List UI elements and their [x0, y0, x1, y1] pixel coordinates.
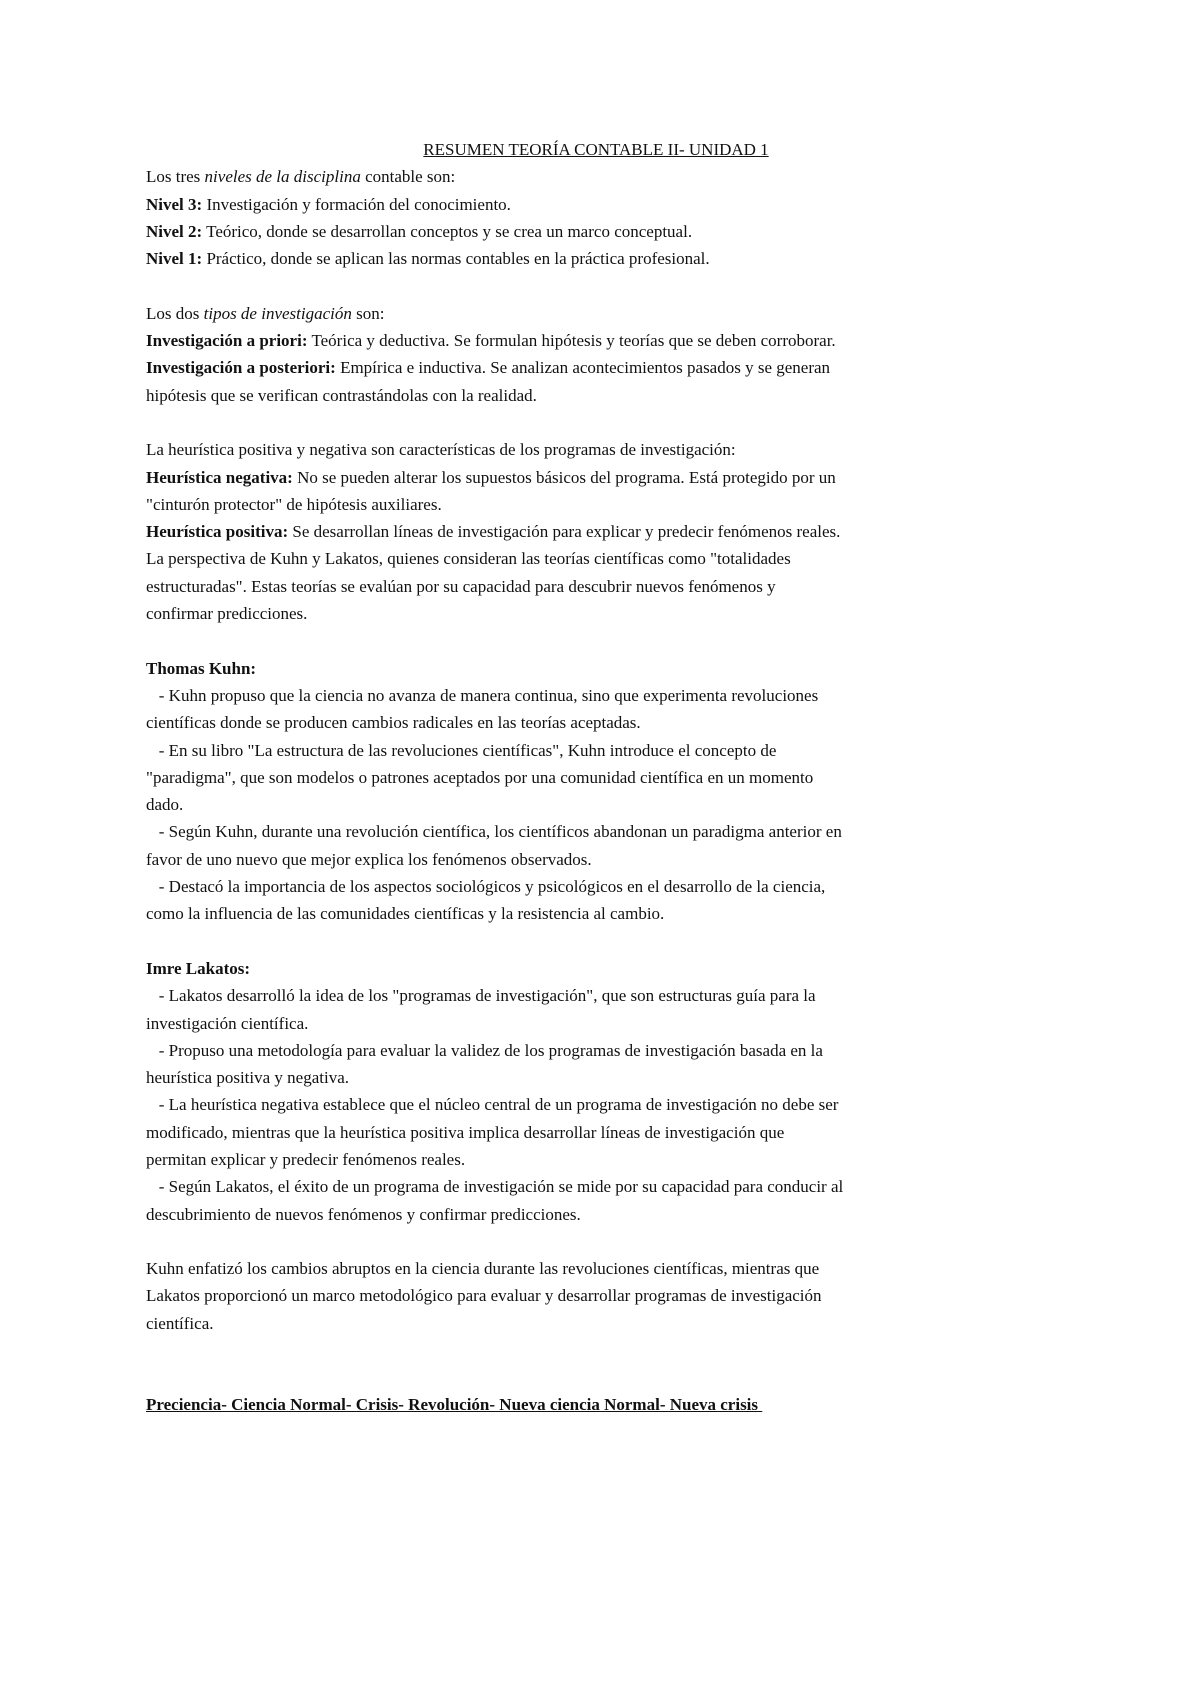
document-body [146, 163, 1076, 1337]
text-line [146, 737, 1076, 764]
text-line [146, 1201, 1076, 1228]
line-text: - Propuso una metodología para evaluar la validez de los programas de investigación basada en la [146, 1040, 823, 1060]
text-line [146, 573, 1076, 600]
text-line [146, 1119, 1076, 1146]
line-text: Empírica e inductiva. Se analizan acontecimientos pasados y se generan [335, 358, 831, 378]
line-text: - Según Kuhn, durante una revolución científica, los científicos abandonan un paradigma anterior en [146, 822, 842, 842]
line-text: investigación científica. [146, 1013, 309, 1033]
line-text: - En su libro "La estructura de las revoluciones científicas", Kuhn introduce el concepto de [146, 740, 777, 760]
line-text: Práctico, donde se aplican las normas contables en la práctica profesional. [202, 249, 710, 269]
text-line [146, 1255, 1076, 1282]
text-line [146, 354, 1076, 381]
bold-label: Nivel 3: [146, 194, 203, 214]
line-text: permitan explicar y predecir fenómenos reales. [146, 1149, 466, 1169]
line-text: No se pueden alterar los supuestos básicos del programa. Está protegido por un [292, 467, 836, 487]
text-line [146, 1037, 1076, 1064]
line-text: Teórico, donde se desarrollan conceptos y se crea un marco conceptual. [202, 221, 693, 241]
line-text: Se desarrollan líneas de investigación para explicar y predecir fenómenos reales. [288, 522, 841, 542]
bold-label: Heurística negativa: [146, 467, 293, 487]
text-line [146, 245, 1076, 272]
line-text: La heurística positiva y negativa son características de los programas de investigación: [146, 440, 736, 460]
text-line [146, 709, 1076, 736]
line-text: Kuhn enfatizó los cambios abruptos en la ciencia durante las revoluciones científicas, mientras que [146, 1259, 820, 1279]
text-line [146, 436, 1076, 463]
text-line [146, 1310, 1076, 1337]
text-line [146, 900, 1076, 927]
text-line [146, 1091, 1076, 1118]
text-line [146, 1173, 1076, 1200]
text-line [146, 873, 1076, 900]
text-line [146, 791, 1076, 818]
bold-label: Nivel 1: [146, 249, 203, 269]
text-line [146, 1064, 1076, 1091]
line-text: Lakatos proporcionó un marco metodológico para evaluar y desarrollar programas de investigación [146, 1286, 822, 1306]
line-text: Teórica y deductiva. Se formulan hipótesis y teorías que se deben corroborar. [307, 331, 836, 351]
line-text: - Según Lakatos, el éxito de un programa de investigación se mide por su capacidad para conducir al [146, 1177, 844, 1197]
line-text: "cinturón protector" de hipótesis auxiliares. [146, 494, 442, 514]
text-line [146, 955, 1076, 982]
bold-label: Thomas Kuhn: [146, 658, 257, 678]
blank-line [146, 409, 1076, 436]
line-text: científica. [146, 1313, 214, 1333]
text-line [146, 545, 1076, 572]
blank-line [146, 627, 1076, 654]
text-line [146, 382, 1076, 409]
text-line [146, 163, 1076, 190]
line-text: dado. [146, 795, 184, 815]
text-line [146, 682, 1076, 709]
text-line [146, 491, 1076, 518]
blank-line [146, 1228, 1076, 1255]
line-text: contable son: [360, 167, 456, 187]
line-text: - La heurística negativa establece que el núcleo central de un programa de investigación no debe ser [146, 1095, 839, 1115]
document-title: RESUMEN TEORÍA CONTABLE II- UNIDAD 1 [423, 140, 769, 159]
line-text: - Kuhn propuso que la ciencia no avanza de manera continua, sino que experimenta revoluciones [146, 685, 819, 705]
blank-line [146, 272, 1076, 299]
text-line [146, 764, 1076, 791]
text-line [146, 818, 1076, 845]
line-text: confirmar predicciones. [146, 604, 308, 624]
bold-label: Investigación a posteriori: [146, 358, 336, 378]
text-line [146, 464, 1076, 491]
closing-sequence: Preciencia- Ciencia Normal- Crisis- Revolución- Nueva ciencia Normal- Nueva crisis [146, 1395, 763, 1415]
line-text: La perspectiva de Kuhn y Lakatos, quienes consideran las teorías científicas como "totalidades [146, 549, 791, 569]
text-line [146, 327, 1076, 354]
blank-line [146, 928, 1076, 955]
line-text: hipótesis que se verifican contrastándolas con la realidad. [146, 385, 537, 405]
text-line [146, 1010, 1076, 1037]
text-line [146, 300, 1076, 327]
text-line [146, 1146, 1076, 1173]
line-text: son: [351, 303, 385, 323]
text-line [146, 1282, 1076, 1309]
bold-label: Imre Lakatos: [146, 958, 251, 978]
italic-text: niveles de la disciplina [204, 167, 361, 187]
text-line [146, 846, 1076, 873]
line-text: Investigación y formación del conocimiento. [202, 194, 511, 214]
line-text: heurística positiva y negativa. [146, 1068, 349, 1088]
spacer [146, 1337, 1076, 1391]
line-text: científicas donde se producen cambios radicales en las teorías aceptadas. [146, 713, 641, 733]
text-line [146, 982, 1076, 1009]
line-text: Los dos [146, 303, 204, 323]
line-text: modificado, mientras que la heurística positiva implica desarrollar líneas de investigación que [146, 1122, 785, 1142]
document-page [146, 136, 1076, 1418]
line-text: Los tres [146, 167, 205, 187]
bold-label: Investigación a priori: [146, 331, 308, 351]
line-text: - Destacó la importancia de los aspectos sociológicos y psicológicos en el desarrollo de la ciencia, [146, 877, 826, 897]
bold-label: Heurística positiva: [146, 522, 289, 542]
text-line [146, 191, 1076, 218]
line-text: estructuradas". Estas teorías se evalúan por su capacidad para descubrir nuevos fenómenos y [146, 576, 776, 596]
line-text: como la influencia de las comunidades científicas y la resistencia al cambio. [146, 904, 665, 924]
text-line [146, 218, 1076, 245]
line-text: - Lakatos desarrolló la idea de los "programas de investigación", que son estructuras guía para la [146, 986, 816, 1006]
line-text: descubrimiento de nuevos fenómenos y confirmar predicciones. [146, 1204, 581, 1224]
text-line [146, 600, 1076, 627]
line-text: "paradigma", que son modelos o patrones aceptados por una comunidad científica en un momento [146, 767, 814, 787]
italic-text: tipos de investigación [203, 303, 352, 323]
bold-label: Nivel 2: [146, 221, 203, 241]
line-text: favor de uno nuevo que mejor explica los fenómenos observados. [146, 849, 592, 869]
text-line [146, 518, 1076, 545]
text-line [146, 655, 1076, 682]
